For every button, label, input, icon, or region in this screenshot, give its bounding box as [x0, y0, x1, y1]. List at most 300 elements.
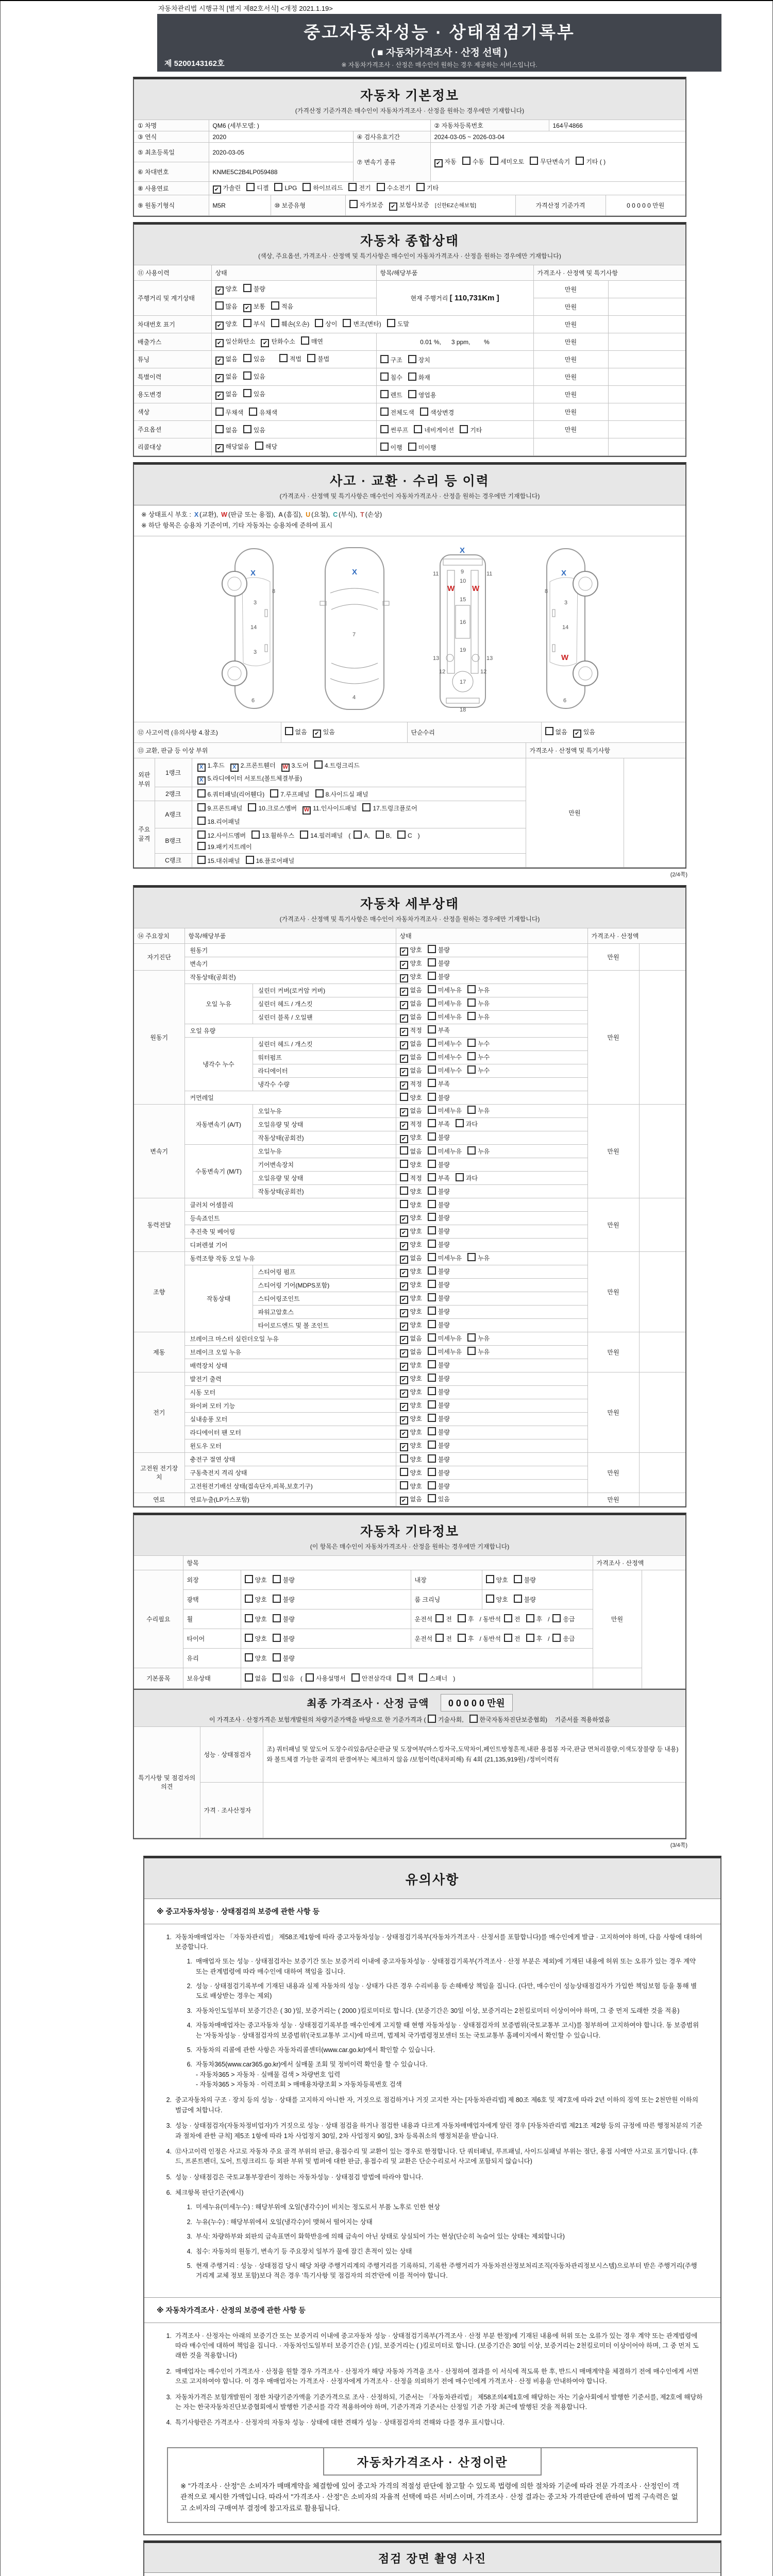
checkbox[interactable]: [400, 1146, 408, 1155]
option-label: 불량: [438, 1294, 450, 1302]
checkbox[interactable]: [408, 390, 416, 398]
checkbox[interactable]: [456, 1173, 464, 1181]
checkbox[interactable]: [377, 183, 385, 191]
checkbox[interactable]: [552, 1634, 561, 1642]
checkbox[interactable]: [428, 1052, 436, 1060]
checkbox[interactable]: [408, 355, 416, 363]
checkbox[interactable]: [243, 304, 251, 312]
checkbox[interactable]: [467, 998, 476, 1007]
checkbox[interactable]: [285, 727, 293, 735]
checkbox[interactable]: [301, 336, 309, 345]
checkbox[interactable]: [486, 1575, 494, 1583]
checkbox[interactable]: [307, 354, 315, 362]
option-label: 불량: [438, 1483, 450, 1490]
checkbox[interactable]: [428, 1200, 436, 1208]
checkbox[interactable]: [400, 988, 408, 996]
option-label: 불량: [438, 973, 450, 980]
rank-label: C랭크: [155, 853, 192, 867]
checkbox[interactable]: [428, 1160, 436, 1168]
checkbox[interactable]: [397, 1673, 406, 1682]
checkbox[interactable]: [428, 1400, 436, 1409]
checkbox[interactable]: [428, 1119, 436, 1127]
table-row: [134, 333, 685, 351]
checkbox[interactable]: [467, 1333, 476, 1342]
checkbox[interactable]: [514, 1575, 522, 1583]
checkbox[interactable]: [428, 1039, 436, 1047]
checkbox[interactable]: [545, 727, 553, 735]
checkbox[interactable]: [467, 1065, 476, 1074]
checkbox[interactable]: [400, 1416, 408, 1425]
checkbox[interactable]: [400, 1323, 408, 1331]
svg-text:18: 18: [459, 706, 466, 713]
panel-mark-checkbox[interactable]: X: [197, 776, 206, 785]
checkbox[interactable]: [428, 1079, 436, 1087]
svg-text:W: W: [447, 584, 455, 593]
note-cell: [608, 438, 685, 456]
checkbox[interactable]: [380, 425, 389, 433]
checkbox[interactable]: [215, 339, 224, 347]
checkbox[interactable]: [434, 159, 443, 167]
checkbox[interactable]: [348, 183, 357, 191]
checkbox[interactable]: [490, 157, 498, 165]
checkbox[interactable]: [387, 319, 395, 327]
special-notes-table: [134, 1726, 685, 1838]
checkbox[interactable]: [428, 1333, 436, 1342]
panel-mark-checkbox[interactable]: W: [303, 806, 311, 815]
option-label: 불량: [438, 1094, 450, 1101]
checkbox[interactable]: [400, 1068, 408, 1076]
checkbox[interactable]: [400, 1269, 408, 1277]
checkbox[interactable]: [400, 1430, 408, 1438]
checkbox[interactable]: [400, 974, 408, 982]
checkbox[interactable]: [408, 372, 416, 381]
table-row: [134, 386, 685, 403]
checkbox[interactable]: [246, 856, 254, 864]
repair-group-label: 수리필요: [134, 1570, 183, 1668]
checkbox[interactable]: [400, 1389, 408, 1398]
checkbox[interactable]: [400, 1363, 408, 1371]
checkbox[interactable]: [419, 1673, 427, 1682]
checkbox[interactable]: [400, 1256, 408, 1264]
checkbox[interactable]: [526, 1634, 534, 1642]
checkbox[interactable]: [573, 730, 581, 738]
checkbox[interactable]: [458, 1634, 466, 1642]
checkbox[interactable]: [197, 831, 206, 839]
checkbox[interactable]: [343, 319, 351, 327]
panel-mark-checkbox[interactable]: X: [230, 764, 239, 772]
checkbox[interactable]: [435, 1634, 444, 1642]
checkbox[interactable]: [428, 1293, 436, 1301]
checkbox[interactable]: [400, 1200, 408, 1208]
checkbox[interactable]: [274, 183, 282, 191]
item-label: 고전원전기배선 상태(접속단자,피복,보호기구): [184, 1479, 396, 1493]
checkbox[interactable]: [467, 985, 476, 993]
checkbox[interactable]: [400, 1468, 408, 1476]
checkbox[interactable]: [197, 842, 206, 850]
state-options: [241, 1589, 411, 1609]
checkbox[interactable]: [400, 1443, 408, 1451]
checkbox[interactable]: [249, 408, 257, 416]
svg-text:11: 11: [486, 570, 492, 577]
checkbox[interactable]: [428, 1025, 436, 1033]
checkbox[interactable]: [428, 972, 436, 980]
option-label: 응급: [563, 1616, 575, 1623]
checkbox[interactable]: [458, 1614, 466, 1622]
checkbox[interactable]: [273, 1673, 281, 1682]
checkbox[interactable]: [428, 958, 436, 967]
checkbox[interactable]: [514, 1595, 522, 1603]
option-label: 양호: [255, 1635, 267, 1642]
checkbox[interactable]: [273, 1634, 281, 1642]
checkbox[interactable]: [504, 1614, 512, 1622]
item-label: 오일누유: [253, 1104, 396, 1117]
checkbox[interactable]: [362, 803, 371, 811]
checkbox[interactable]: [354, 831, 362, 839]
checkbox[interactable]: [428, 1146, 436, 1155]
checkbox[interactable]: [245, 1595, 253, 1603]
state-options: [211, 351, 376, 368]
state-options: [396, 1117, 587, 1131]
checkbox[interactable]: [243, 319, 251, 327]
checkbox[interactable]: [456, 1119, 464, 1127]
option-label: 있음: [253, 355, 265, 363]
option-label: 미세누유: [438, 1334, 462, 1342]
detail-row: [134, 943, 685, 957]
item-label: 배력장치 상태: [184, 1359, 396, 1372]
checkbox[interactable]: [243, 371, 251, 380]
item-label: 스티어링조인트: [253, 1292, 396, 1305]
notices-s2-header: ※ 자동차가격조사 · 산정의 보증에 관한 사항 등: [144, 2297, 720, 2323]
checkbox[interactable]: [215, 301, 224, 310]
price-cell: 만원: [587, 1493, 639, 1506]
checkbox[interactable]: [467, 1253, 476, 1261]
state-options: [241, 1570, 411, 1589]
checkbox[interactable]: [400, 1497, 408, 1505]
checkbox[interactable]: [400, 1028, 408, 1036]
checkbox[interactable]: [351, 1673, 360, 1682]
checkbox[interactable]: [504, 1634, 512, 1642]
notice-item: 2. 중고자동차의 구조 · 장치 등의 성능 · 상태를 고지하지 아니한 자, 거짓으로 점검하거나 거짓 고지한 자는 [자동차관리법] 제 80조 제6호 및 제7호에 따라 2년 이하의 징역 또는 2천만원 이하의 벌금에 처합니다.: [166, 2096, 699, 2114]
checkbox[interactable]: [576, 157, 584, 165]
checkbox[interactable]: [243, 425, 251, 433]
checkbox[interactable]: [315, 789, 324, 798]
checkbox[interactable]: [428, 1360, 436, 1368]
state-options: [396, 1265, 587, 1278]
checkbox[interactable]: [428, 1374, 436, 1382]
checkbox[interactable]: [215, 444, 224, 452]
checkbox[interactable]: [400, 1403, 408, 1411]
mark-legend: ※ 상태표시 부호 : X (교환), W (판금 또는 용접), A (흠집), U (요철), C (부식), T (손상) ※ 하단 항목은 승용차 기준이며, 기타 자동차는 승용차에 준하여 표시: [134, 505, 685, 536]
checkbox[interactable]: [530, 157, 538, 165]
checkbox[interactable]: [428, 1187, 436, 1195]
price-cell: 만원: [587, 1332, 639, 1372]
option-label: 후: [467, 1635, 474, 1642]
checkbox[interactable]: [248, 803, 256, 811]
checkbox[interactable]: [197, 856, 206, 864]
option-label: 3.도어: [291, 761, 309, 769]
checkbox[interactable]: [400, 1041, 408, 1049]
checkbox[interactable]: [197, 817, 206, 825]
notice-item: 5. 성능 · 상태점검은 국토교통부장관이 정하는 자동차성능 · 상태점검 방법에 따라야 합니다.: [166, 2173, 424, 2181]
checkbox[interactable]: [215, 374, 224, 382]
state-options: [396, 1238, 587, 1251]
checkbox[interactable]: [428, 1454, 436, 1463]
checkbox[interactable]: [315, 319, 323, 327]
checkbox[interactable]: [245, 1614, 253, 1622]
checkbox[interactable]: [486, 1595, 494, 1603]
checkbox[interactable]: [300, 831, 308, 839]
warranty-insurer: [신한EZ손해보험]: [434, 202, 476, 209]
checkbox[interactable]: [349, 200, 358, 208]
checkbox[interactable]: [243, 389, 251, 397]
option-label: 양호: [255, 1655, 267, 1662]
item-label: 룸 크리닝: [411, 1589, 482, 1609]
checkbox[interactable]: [271, 301, 279, 310]
checkbox[interactable]: [389, 202, 397, 211]
checkbox[interactable]: [380, 372, 389, 381]
item-label: 실린더 블록 / 오일팬: [253, 1010, 396, 1024]
checkbox[interactable]: [428, 1320, 436, 1328]
checkbox[interactable]: [400, 1376, 408, 1384]
checkbox[interactable]: [428, 1266, 436, 1275]
checkbox[interactable]: [400, 1309, 408, 1317]
checkbox[interactable]: [428, 1468, 436, 1476]
option-label: 누유: [478, 1107, 490, 1114]
state-options: [396, 1385, 587, 1399]
table-row: [134, 316, 685, 333]
base-price-value: 0 0 0 0 0 만원: [606, 195, 685, 216]
sub-group-label: 작동상태: [184, 1265, 253, 1332]
option-label: 미세누수: [438, 1066, 462, 1074]
checkbox[interactable]: [428, 1132, 436, 1141]
item-label: 등속죠인트: [184, 1211, 396, 1225]
checkbox[interactable]: [400, 1454, 408, 1463]
checkbox[interactable]: [400, 1055, 408, 1063]
section-detail-condition: [133, 885, 686, 1507]
checkbox[interactable]: [400, 1336, 408, 1344]
svg-text:6: 6: [563, 697, 566, 704]
checkbox[interactable]: [380, 390, 389, 398]
usage-label: 차대번호 표기: [134, 316, 211, 333]
option-label: 불량: [438, 1415, 450, 1422]
checkbox[interactable]: [197, 789, 206, 798]
column-header: 가격조사 · 산정액: [587, 928, 685, 943]
checkbox[interactable]: [400, 1242, 408, 1250]
checkbox[interactable]: [273, 1595, 281, 1603]
checkbox[interactable]: [400, 1081, 408, 1090]
item-label: 타이어: [183, 1629, 241, 1648]
checkbox[interactable]: [435, 1614, 444, 1622]
checkbox[interactable]: [469, 1715, 478, 1723]
checkbox[interactable]: [462, 157, 470, 165]
checkbox[interactable]: [467, 1039, 476, 1047]
option-label: 전기: [359, 184, 371, 192]
car-diagram-right-side: [532, 544, 599, 714]
checkbox[interactable]: [526, 1614, 534, 1622]
checkbox[interactable]: [428, 1012, 436, 1020]
checkbox[interactable]: [279, 354, 288, 362]
checkbox[interactable]: [400, 1135, 408, 1143]
checkbox[interactable]: [197, 803, 206, 811]
checkbox[interactable]: [400, 1215, 408, 1224]
checkbox[interactable]: [428, 1173, 436, 1181]
checkbox[interactable]: [314, 760, 323, 769]
option-text: ): [453, 1675, 456, 1682]
checkbox[interactable]: [428, 1414, 436, 1422]
checkbox[interactable]: [303, 183, 311, 191]
checkbox[interactable]: [428, 1213, 436, 1221]
section-overall-title: 자동차 종합상태 (색상, 주요옵션, 가격조사 · 산정액 및 특기사항은 매수인이 자동차가격조사 · 산정을 원하는 경우에만 기재합니다): [134, 225, 685, 265]
option-label: 후: [467, 1616, 474, 1623]
checkbox[interactable]: [428, 1427, 436, 1435]
checkbox[interactable]: [428, 1387, 436, 1395]
checkbox[interactable]: [273, 1575, 281, 1583]
option-label: 양호: [410, 1281, 422, 1289]
checkbox[interactable]: [416, 183, 425, 191]
checkbox[interactable]: [428, 1093, 436, 1101]
option-label: 미세누유: [438, 1013, 462, 1021]
price-cell: 만원: [533, 386, 608, 403]
note-cell: [608, 298, 685, 316]
checkbox[interactable]: [428, 1481, 436, 1489]
note-cell: [624, 758, 685, 867]
checkbox[interactable]: [400, 1349, 408, 1358]
checkbox[interactable]: [397, 831, 406, 839]
checkbox[interactable]: [428, 945, 436, 953]
option-label: 불량: [438, 1442, 450, 1449]
checkbox[interactable]: [313, 730, 321, 738]
checkbox[interactable]: [428, 1280, 436, 1288]
overall-table: [134, 265, 685, 456]
definition-box-text: ※ "가격조사 · 산정"은 소비자가 매매계약을 체결함에 있어 중고차 가격의 적절성 판단에 참고할 수 있도록 법령에 의한 절차와 기준에 따라 전문 가격조사 · 산정인이 객관적으로 제시한 가액입니다. 따라서 "가격조사 · 산정"은 소비자의 자율적 선택에 따른 서비스이며, 가격조사 · 산정 결과는 중고차 가격판단에 관하여 법적 구속력은 없고 소비자의 구매여부 결정에 참고자료로 활용됩니다.: [180, 2482, 679, 2512]
checkbox[interactable]: [552, 1614, 561, 1622]
checkbox[interactable]: [376, 831, 384, 839]
rank-items: [192, 787, 526, 801]
extra-options: [411, 1609, 593, 1629]
checkbox[interactable]: [400, 1001, 408, 1009]
checkbox[interactable]: [245, 1653, 253, 1662]
checkbox[interactable]: [400, 1093, 408, 1101]
device-group-label: 전기: [134, 1372, 184, 1452]
inspection-period-value: 2024-03-05 ~ 2026-03-04: [430, 131, 685, 143]
panel-mark-checkbox[interactable]: W: [281, 764, 290, 772]
checkbox[interactable]: [400, 1173, 408, 1181]
note-cell: [639, 943, 685, 970]
checkbox[interactable]: [428, 1307, 436, 1315]
checkbox[interactable]: [243, 354, 251, 362]
checkbox[interactable]: [215, 321, 224, 330]
checkbox[interactable]: [213, 185, 221, 194]
checkbox[interactable]: [428, 1440, 436, 1449]
checkbox[interactable]: [271, 319, 279, 327]
option-label: 도말: [397, 320, 409, 328]
option-label: 12.사이드멤버: [207, 832, 246, 839]
checkbox[interactable]: [467, 1106, 476, 1114]
checkbox[interactable]: [306, 1673, 314, 1682]
checkbox[interactable]: [428, 1106, 436, 1114]
basic-row-4: [134, 181, 685, 195]
state-options: [396, 943, 587, 957]
state-options: [396, 1251, 587, 1265]
checkbox[interactable]: [414, 425, 422, 433]
checkbox[interactable]: [428, 1347, 436, 1355]
option-text: 운전석: [414, 1635, 433, 1642]
checkbox[interactable]: [246, 183, 255, 191]
checkbox[interactable]: [255, 442, 263, 450]
checkbox[interactable]: [428, 1065, 436, 1074]
checkbox[interactable]: [273, 1614, 281, 1622]
checkbox[interactable]: [215, 392, 224, 400]
option-label: C: [407, 832, 412, 839]
checkbox[interactable]: [428, 998, 436, 1007]
option-label: 전: [446, 1616, 452, 1623]
checkbox[interactable]: [400, 1187, 408, 1195]
checkbox[interactable]: [428, 1253, 436, 1261]
option-label: 불량: [438, 1188, 450, 1195]
checkbox[interactable]: [273, 1653, 281, 1662]
checkbox[interactable]: [245, 1575, 253, 1583]
checkbox[interactable]: [408, 443, 416, 451]
item-label: 변속기: [184, 957, 396, 970]
svg-text:12: 12: [439, 668, 445, 675]
checkbox[interactable]: [400, 947, 408, 956]
checkbox[interactable]: [400, 1122, 408, 1130]
checkbox[interactable]: [380, 408, 389, 416]
checkbox[interactable]: [261, 339, 269, 347]
checkbox[interactable]: [251, 831, 260, 839]
checkbox[interactable]: [215, 357, 224, 365]
svg-text:X: X: [561, 568, 566, 578]
checkbox[interactable]: [400, 1282, 408, 1291]
checkbox[interactable]: [380, 355, 389, 363]
column-header: 항목/해당부품: [376, 265, 533, 281]
checkbox[interactable]: [428, 1494, 436, 1502]
checkbox[interactable]: [400, 1481, 408, 1489]
checkbox[interactable]: [428, 1240, 436, 1248]
checkbox[interactable]: [215, 286, 224, 295]
checkbox[interactable]: [243, 284, 251, 292]
checkbox[interactable]: [245, 1673, 253, 1682]
checkbox[interactable]: [380, 443, 389, 451]
checkbox[interactable]: [400, 1160, 408, 1168]
state-options: [396, 1493, 587, 1506]
checkbox[interactable]: [400, 1229, 408, 1237]
checkbox[interactable]: [428, 985, 436, 993]
checkbox[interactable]: [400, 1296, 408, 1304]
checkbox[interactable]: [215, 408, 224, 416]
checkbox[interactable]: [467, 1347, 476, 1355]
option-label: 적정: [410, 1026, 422, 1034]
checkbox[interactable]: [245, 1634, 253, 1642]
option-label: 많음: [225, 303, 238, 310]
checkbox[interactable]: [460, 425, 468, 433]
checkbox[interactable]: [215, 425, 224, 433]
svg-text:W: W: [472, 584, 479, 593]
option-label: 11.인사이드패널: [313, 804, 357, 812]
panel-mark-checkbox[interactable]: X: [197, 764, 206, 772]
checkbox[interactable]: [467, 1146, 476, 1155]
price-cell: 만원: [587, 970, 639, 1104]
checkbox[interactable]: [400, 1014, 408, 1023]
checkbox[interactable]: [428, 1715, 436, 1723]
checkbox[interactable]: [400, 1108, 408, 1116]
checkbox[interactable]: [467, 1012, 476, 1020]
checkbox[interactable]: [420, 408, 428, 416]
checkbox[interactable]: [428, 1226, 436, 1234]
checkbox[interactable]: [467, 1052, 476, 1060]
checkbox[interactable]: [400, 961, 408, 969]
checkbox[interactable]: [270, 789, 278, 798]
